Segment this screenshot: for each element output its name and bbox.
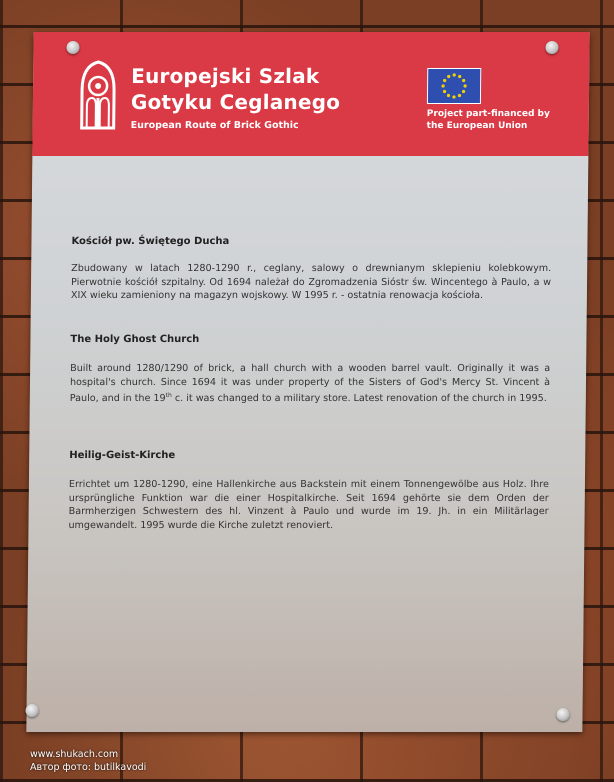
english-body-superscript: th bbox=[165, 392, 172, 399]
english-section-title: The Holy Ghost Church bbox=[70, 334, 200, 345]
polish-section-body: Zbudowany w latach 1280-1290 r., ceglany, salowy o drewnianym sklepieniu kolebkowym. Pierwotnie kościół szpitalny. Od 1694 należał do Zgromadzenia Sióstr św. Wincentego à Paulo, a w XIX wieku zamieniony na magazyn wojskowy. W 1995 r. - ostatnia renowacja kościoła. bbox=[70, 263, 552, 301]
watermark-site: www.shukach.com bbox=[30, 749, 119, 760]
eu-flag-icon bbox=[427, 68, 481, 104]
mounting-screw bbox=[25, 704, 38, 717]
eu-funding-note bbox=[427, 108, 550, 132]
gothic-window-logo-icon bbox=[79, 60, 118, 130]
mounting-screw bbox=[545, 41, 558, 54]
information-plaque bbox=[26, 32, 589, 732]
german-section-title: Heilig-Geist-Kirche bbox=[69, 450, 176, 461]
mounting-screw bbox=[556, 708, 569, 721]
english-section-body bbox=[70, 362, 550, 406]
route-title-line2: Gotyku Ceglanego bbox=[130, 90, 341, 114]
eu-funding-line2: the European Union bbox=[426, 121, 528, 131]
eu-funding-line1: Project part-financed by bbox=[426, 109, 550, 119]
route-subtitle: European Route of Brick Gothic bbox=[130, 120, 299, 131]
mounting-screw bbox=[66, 41, 79, 54]
polish-section-title: Kościół pw. Świętego Ducha bbox=[71, 236, 230, 247]
watermark-author: Автор фото: butilkavodi bbox=[30, 762, 147, 773]
route-title-line1: Europejski Szlak bbox=[131, 64, 320, 88]
plaque-banner bbox=[32, 32, 589, 156]
german-section-body: Errichtet um 1280-1290, eine Hallenkirche aus Backstein mit einem Tonnengewölbe aus Holz. Ihre ursprüngliche Funktion war die einer Hospitalkirche. Seit 1694 gehörte sie dem Orden der Barmherzigen Schwestern des hl. Vinzent à Paulo und wurde im 19. Jh. in ein Militärlager umgewandelt. 1995 wurde die Kirche zuletzt renoviert. bbox=[68, 479, 549, 531]
english-body-text: Built around 1280/1290 of brick, a hall church with a wooden barrel vault. Originally it was a hospital's church. Since 1694 it was under property of the Sisters of God's Mercy St. Vincent à Paulo, and in the 19 bbox=[69, 363, 551, 405]
english-body-text-end: c. it was changed to a military store. Latest renovation of the church in 1995. bbox=[171, 393, 547, 405]
